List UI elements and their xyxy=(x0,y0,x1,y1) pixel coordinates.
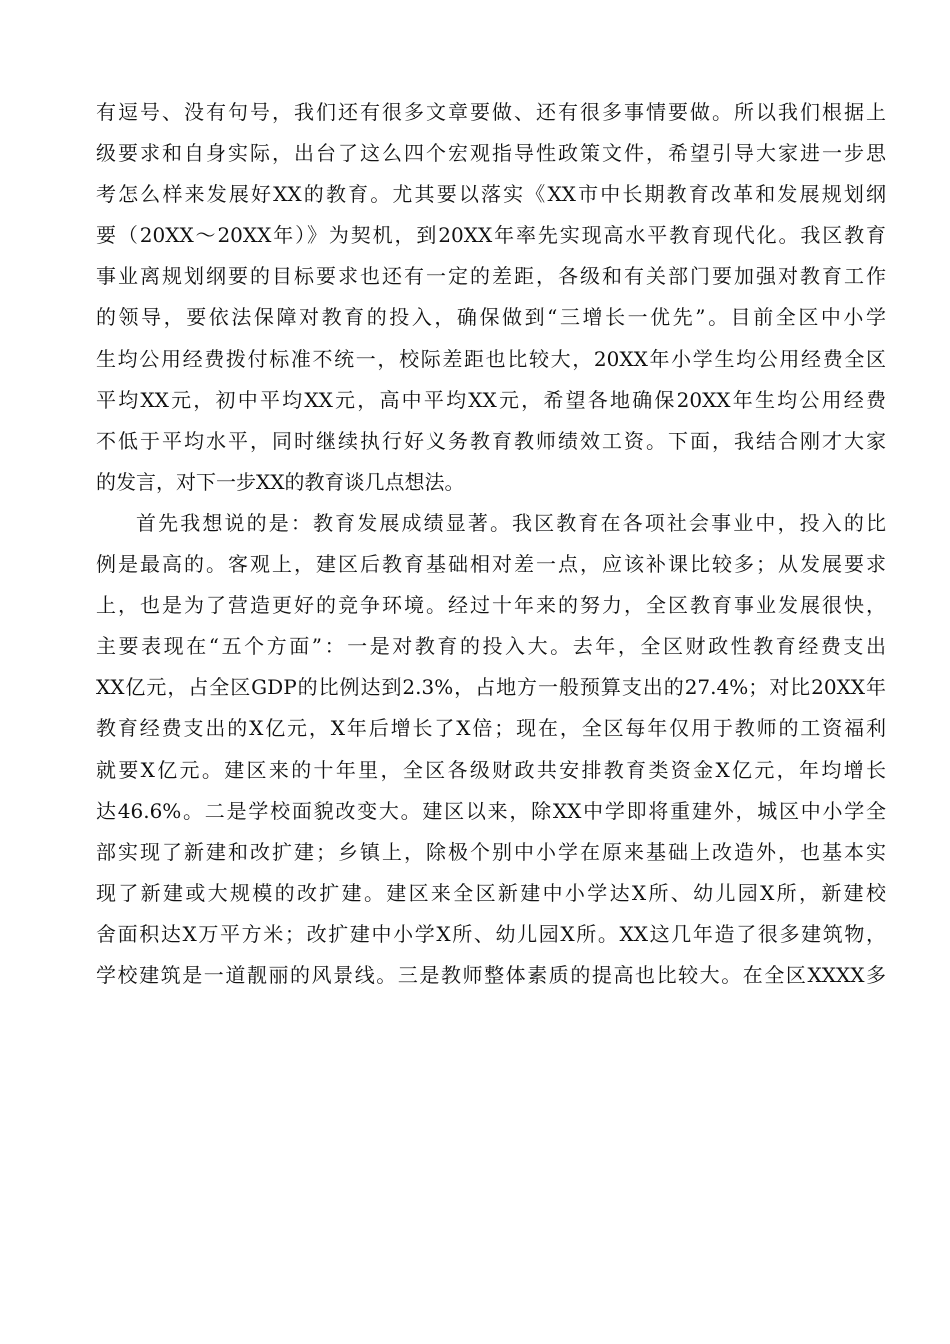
paragraph-start-line: 首先我想说的是：教育发展成绩显著。我区教育在各项社会事业中，投入的比 xyxy=(136,510,886,535)
text-line: 现了新建或大规模的改扩建。建区来全区新建中小学达X所、幼儿园X所，新建校 xyxy=(96,880,886,905)
text-line: 部实现了新建和改扩建；乡镇上，除极个别中小学在原来基础上改造外，也基本实 xyxy=(96,839,886,864)
text-line: 达46.6%。二是学校面貌改变大。建区以来，除XX中学即将重建外，城区中小学全 xyxy=(96,798,886,823)
text-line: 有逗号、没有句号，我们还有很多文章要做、还有很多事情要做。所以我们根据上 xyxy=(96,100,886,124)
text-line: 事业离规划纲要的目标要求也还有一定的差距，各级和有关部门要加强对教育工作 xyxy=(96,264,886,289)
text-line: 学校建筑是一道靓丽的风景线。三是教师整体素质的提高也比较大。在全区XXXX多 xyxy=(96,962,886,987)
text-line: 教育经费支出的X亿元，X年后增长了X倍；现在，全区每年仅用于教师的工资福利 xyxy=(96,716,886,741)
text-line: XX亿元，占全区GDP的比例达到2.3%，占地方一般预算支出的27.4%；对比20XX年 xyxy=(96,675,886,700)
text-line: 要（20XX～20XX年）》为契机，到20XX年率先实现高水平教育现代化。我区教育 xyxy=(96,223,886,248)
text-line: 上，也是为了营造更好的竞争环境。经过十年来的努力，全区教育事业发展很快， xyxy=(96,593,886,618)
text-line: 主要表现在“五个方面”：一是对教育的投入大。去年，全区财政性教育经费支出 xyxy=(96,634,886,659)
text-line: 的领导，要依法保障对教育的投入，确保做到“三增长一优先”。目前全区中小学 xyxy=(96,305,886,330)
text-line: 就要X亿元。建区来的十年里，全区各级财政共安排教育类资金X亿元，年均增长 xyxy=(96,757,886,782)
text-line: 平均XX元，初中平均XX元，高中平均XX元，希望各地确保20XX年生均公用经费 xyxy=(96,387,886,412)
text-line: 舍面积达X万平方米；改扩建中小学X所、幼儿园X所。XX这几年造了很多建筑物， xyxy=(96,921,886,946)
body-text xyxy=(96,92,886,996)
text-line: 例是最高的。客观上，建区后教育基础相对差一点，应该补课比较多；从发展要求 xyxy=(96,552,886,577)
text-line: 考怎么样来发展好XX的教育。尤其要以落实《XX市中长期教育改革和发展规划纲 xyxy=(96,182,886,207)
text-line: 的发言，对下一步XX的教育谈几点想法。 xyxy=(96,469,465,494)
text-line: 级要求和自身实际，出台了这么四个宏观指导性政策文件，希望引导大家进一步思 xyxy=(96,141,886,166)
text-line: 生均公用经费拨付标准不统一，校际差距也比较大，20XX年小学生均公用经费全区 xyxy=(96,346,886,371)
text-line: 不低于平均水平，同时继续执行好义务教育教师绩效工资。下面，我结合刚才大家 xyxy=(96,428,886,453)
